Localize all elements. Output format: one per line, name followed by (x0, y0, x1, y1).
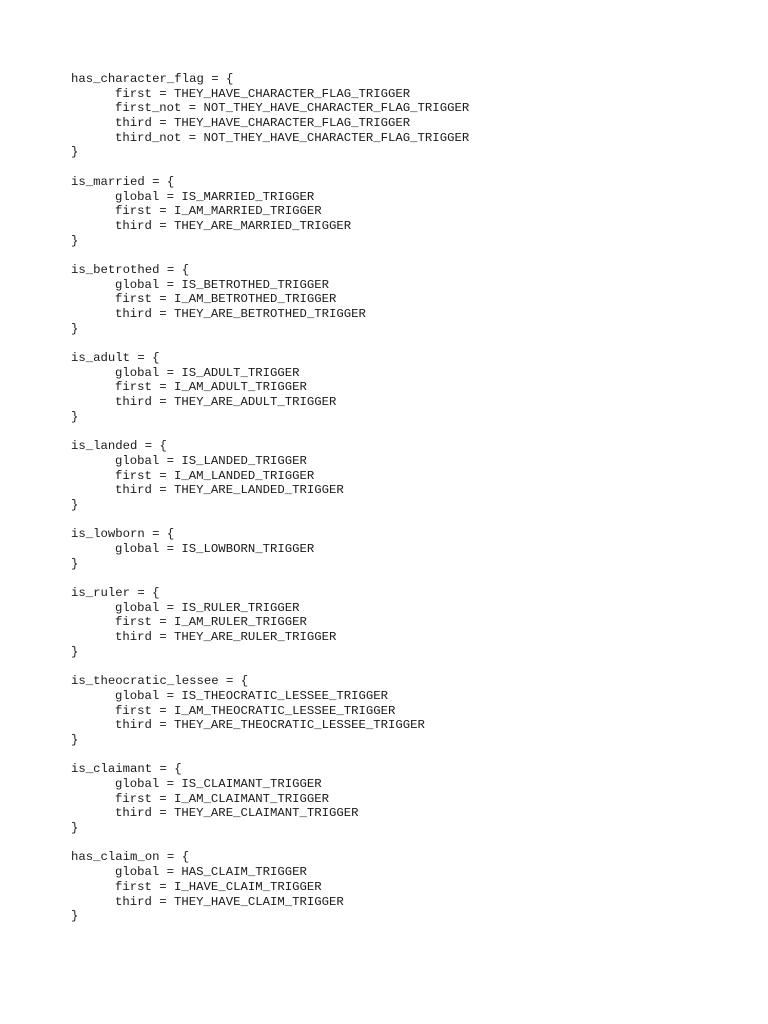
block-header: is_adult = { (71, 351, 160, 366)
block-header: is_ruler = { (71, 586, 160, 601)
document-page (71, 72, 751, 939)
block-entry: third = THEY_ARE_MARRIED_TRIGGER (115, 218, 352, 233)
block-header: is_betrothed = { (71, 262, 190, 277)
block-header: is_theocratic_lessee = { (71, 674, 249, 689)
block-entry: first = I_AM_THEOCRATIC_LESSEE_TRIGGER (115, 703, 396, 718)
block-footer: } (71, 821, 79, 836)
block-footer: } (71, 909, 79, 924)
block-entry: first = I_AM_MARRIED_TRIGGER (115, 204, 322, 219)
block-entry: first = I_AM_RULER_TRIGGER (115, 615, 307, 630)
code-block (71, 175, 751, 248)
block-entry: first = THEY_HAVE_CHARACTER_FLAG_TRIGGER (115, 86, 411, 101)
block-footer: } (71, 497, 79, 512)
block-entry: first = I_AM_ADULT_TRIGGER (115, 380, 307, 395)
code-block (71, 351, 751, 424)
block-entry: third = THEY_ARE_RULER_TRIGGER (115, 630, 337, 645)
block-entry: global = IS_LANDED_TRIGGER (115, 453, 307, 468)
block-entry: global = HAS_CLAIM_TRIGGER (115, 865, 307, 880)
block-footer: } (71, 644, 79, 659)
code-block (71, 674, 751, 747)
block-footer: } (71, 145, 79, 160)
block-entry: third = THEY_HAVE_CLAIM_TRIGGER (115, 894, 344, 909)
block-entry: third = THEY_ARE_LANDED_TRIGGER (115, 483, 344, 498)
block-entry: first = I_AM_BETROTHED_TRIGGER (115, 292, 337, 307)
code-block (71, 439, 751, 512)
block-entry: third = THEY_ARE_BETROTHED_TRIGGER (115, 307, 366, 321)
block-entry: third_not = NOT_THEY_HAVE_CHARACTER_FLAG_TRIGGER (115, 130, 470, 145)
block-entry: global = IS_BETROTHED_TRIGGER (115, 277, 330, 292)
block-entry: third = THEY_HAVE_CHARACTER_FLAG_TRIGGER (115, 116, 411, 131)
code-block (71, 527, 751, 571)
code-block (71, 850, 751, 923)
block-header: is_lowborn = { (71, 527, 175, 542)
block-footer: } (71, 409, 79, 424)
block-entry: global = IS_ADULT_TRIGGER (115, 365, 300, 380)
code-block (71, 586, 751, 659)
block-entry: global = IS_RULER_TRIGGER (115, 600, 300, 615)
block-entry: first = I_AM_LANDED_TRIGGER (115, 468, 315, 483)
block-entry: global = IS_CLAIMANT_TRIGGER (115, 777, 322, 791)
block-entry: first = I_AM_CLAIMANT_TRIGGER (115, 791, 330, 806)
block-entry: global = IS_MARRIED_TRIGGER (115, 189, 315, 204)
block-footer: } (71, 233, 79, 248)
block-footer: } (71, 556, 79, 571)
code-block (71, 762, 751, 835)
block-entry: third = THEY_ARE_CLAIMANT_TRIGGER (115, 806, 359, 821)
block-entry: third = THEY_ARE_THEOCRATIC_LESSEE_TRIGGER (115, 718, 425, 733)
block-header: is_married = { (71, 174, 175, 189)
block-entry: first = I_HAVE_CLAIM_TRIGGER (115, 879, 322, 894)
block-entry: third = THEY_ARE_ADULT_TRIGGER (115, 395, 337, 410)
block-header: is_claimant = { (71, 762, 182, 777)
block-header: has_character_flag = { (71, 72, 234, 86)
block-entry: global = IS_THEOCRATIC_LESSEE_TRIGGER (115, 688, 389, 703)
block-entry: global = IS_LOWBORN_TRIGGER (115, 542, 315, 556)
block-footer: } (71, 321, 79, 336)
block-header: is_landed = { (71, 439, 167, 454)
block-footer: } (71, 732, 79, 747)
block-entry: first_not = NOT_THEY_HAVE_CHARACTER_FLAG_TRIGGER (115, 101, 470, 116)
block-header: has_claim_on = { (71, 850, 190, 865)
code-block (71, 263, 751, 336)
code-block (71, 72, 751, 160)
